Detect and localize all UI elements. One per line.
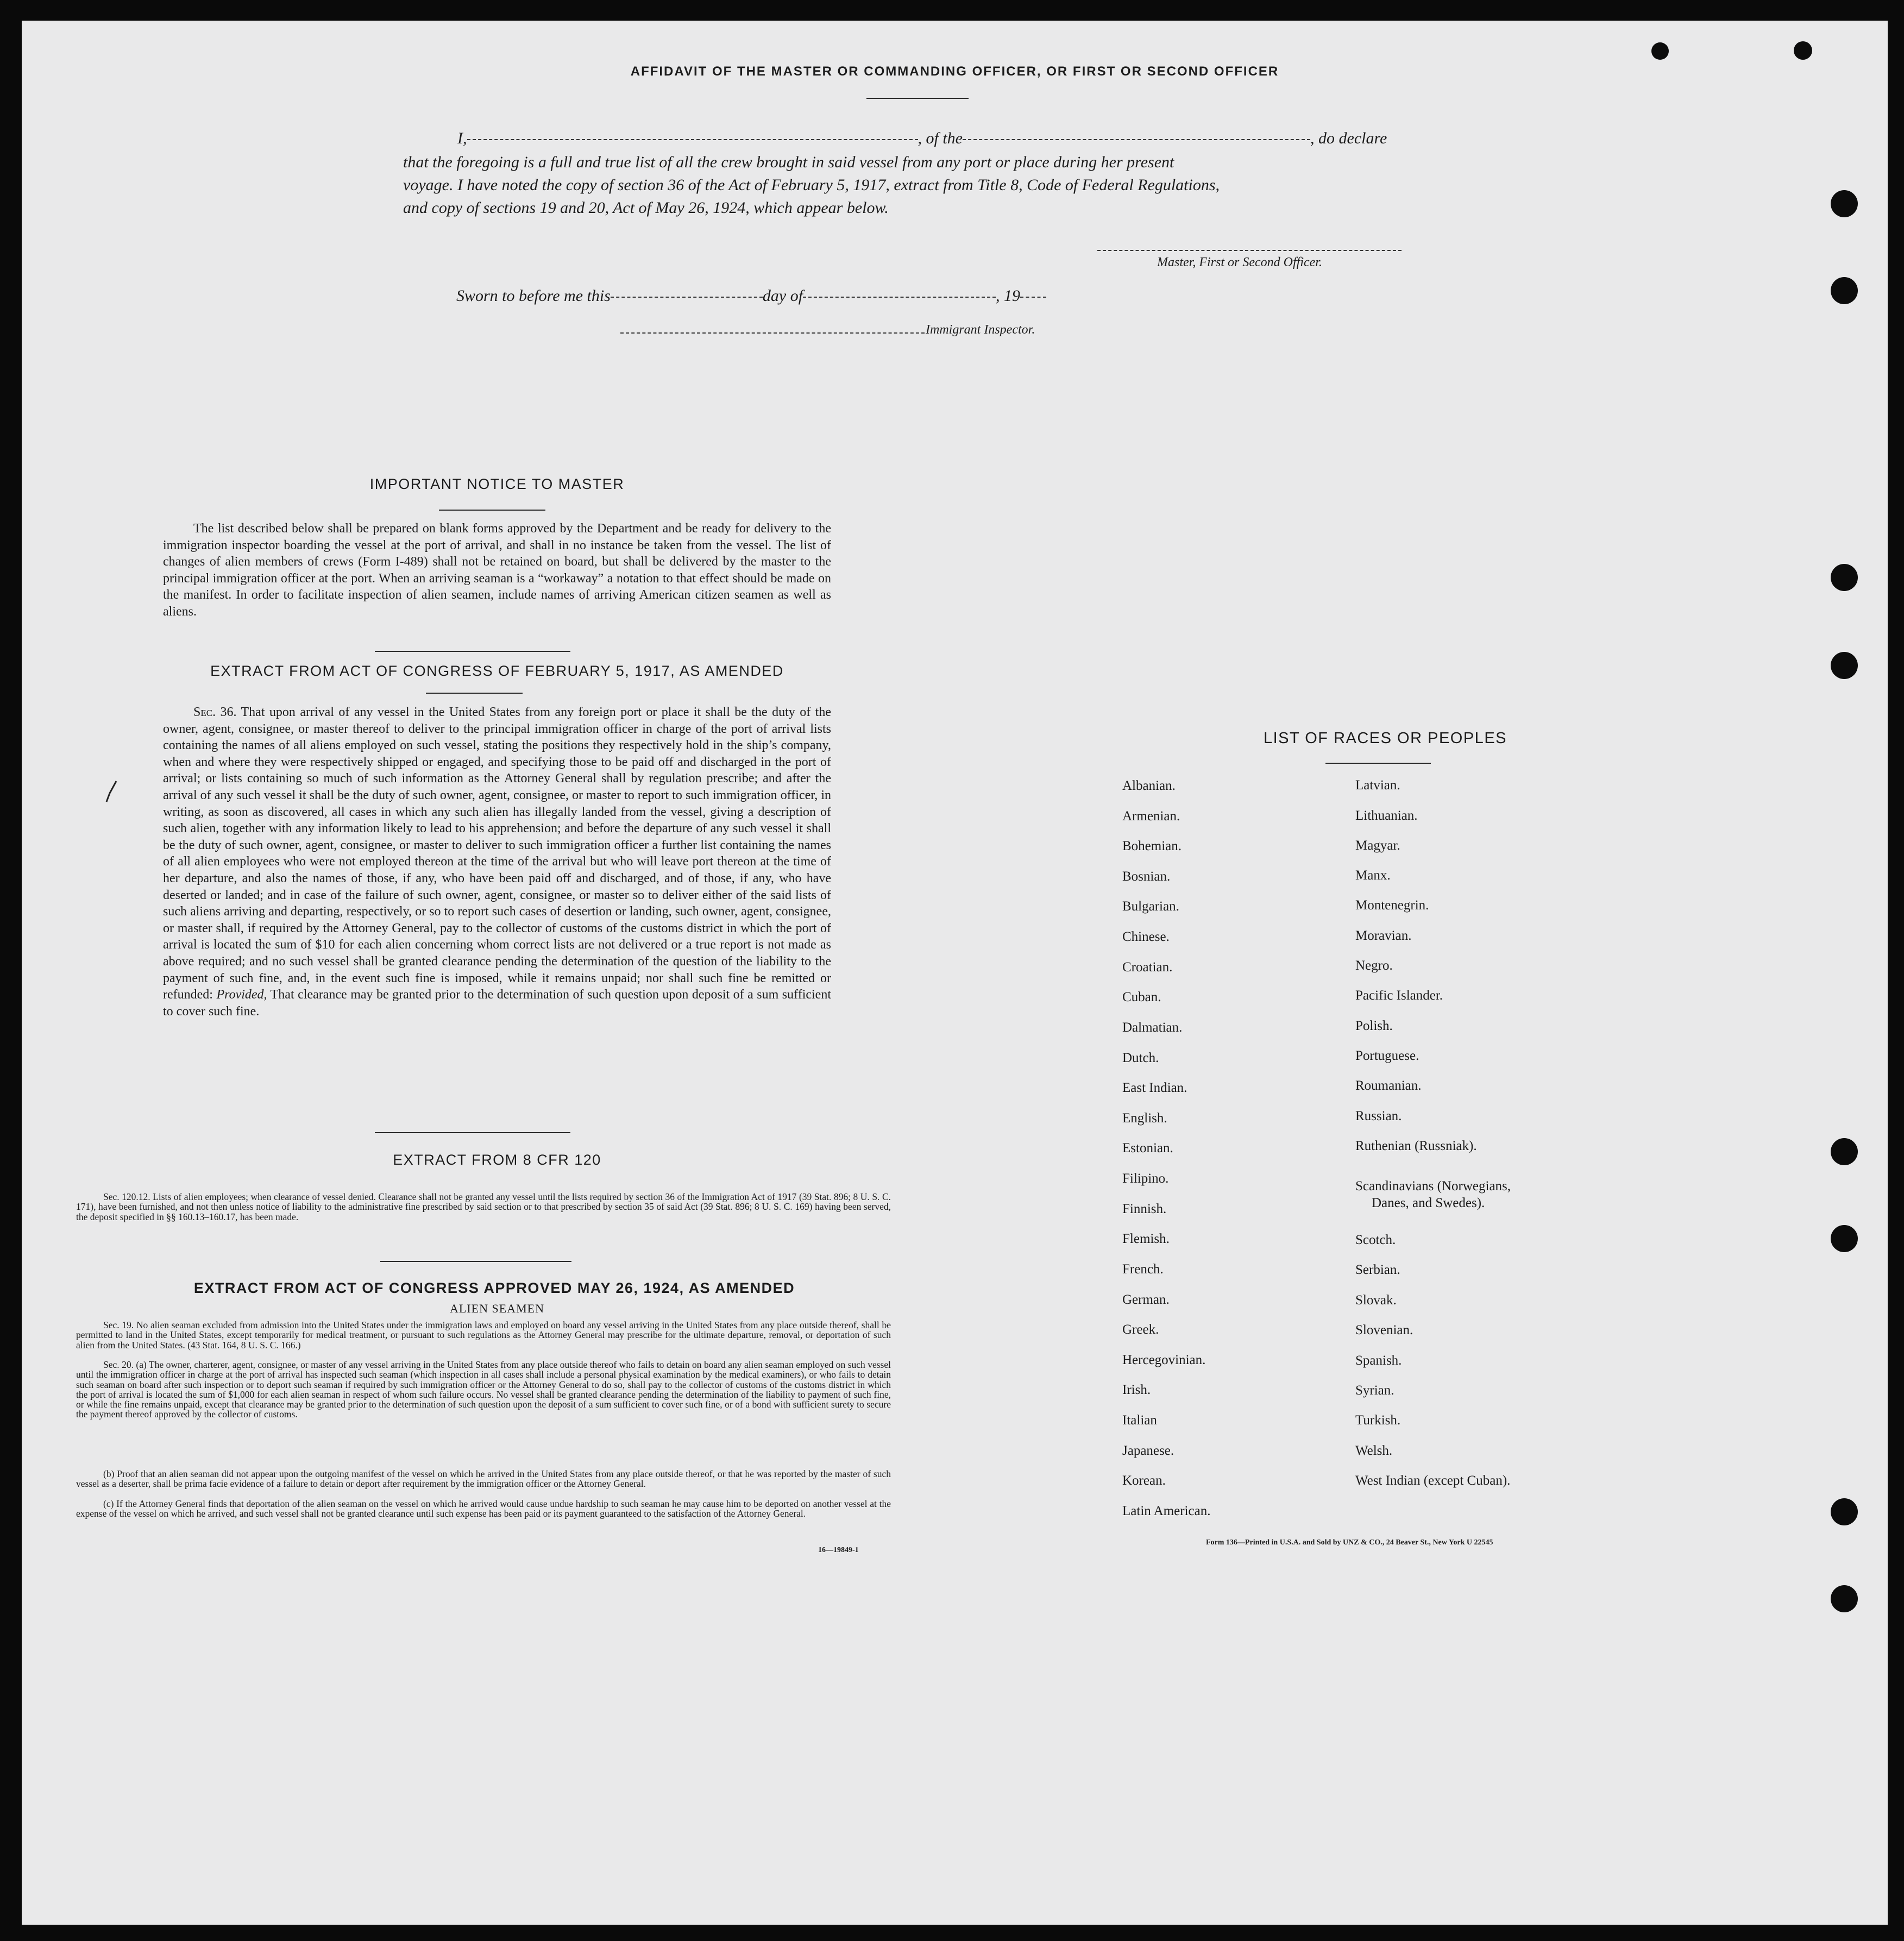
race-item: Turkish. xyxy=(1355,1413,1401,1428)
race-item: Finnish. xyxy=(1122,1202,1167,1216)
affidavit-title: AFFIDAVIT OF THE MASTER OR COMMANDING OFFICER, OR FIRST OR SECOND OFFICER xyxy=(630,64,1279,79)
name-blank[interactable] xyxy=(467,139,918,140)
affidavit-line-2: that the foregoing is a full and true list of all the crew brought in said vessel from any port or place during her present xyxy=(403,153,1174,171)
race-item: Roumanian. xyxy=(1355,1078,1422,1093)
race-item: Negro. xyxy=(1355,958,1393,973)
race-item: Latvian. xyxy=(1355,778,1400,793)
master-signature-label: Master, First or Second Officer. xyxy=(1157,255,1322,269)
race-item: Latin American. xyxy=(1122,1504,1211,1518)
race-item: Moravian. xyxy=(1355,928,1412,943)
race-item: Italian xyxy=(1122,1413,1157,1428)
binder-hole xyxy=(1831,190,1858,217)
race-item: Montenegrin. xyxy=(1355,898,1429,913)
inspector-signature-line[interactable] xyxy=(620,332,925,334)
race-item: West Indian (except Cuban). xyxy=(1355,1473,1511,1488)
race-item: German. xyxy=(1122,1292,1170,1307)
title-rule xyxy=(866,98,969,99)
sec-20c-text: (c) If the Attorney General finds that deportation of the alien seaman on the vessel on which he arrived would cause undue hardship to such seaman he may cause him to be deported on another vessel at the expense of the vessel on which he arrived, and such vessel shall not be granted clearance until such expense has been paid or its payment guaranteed to the satisfaction of the Attorney General. xyxy=(76,1498,891,1519)
race-item: Hercegovinian. xyxy=(1122,1353,1206,1367)
affidavit-line-3: voyage. I have noted the copy of section 36 of the Act of February 5, 1917, extract from Title 8, Code of Federal Regulations, xyxy=(403,176,1220,194)
race-item: Greek. xyxy=(1122,1322,1159,1337)
binder-hole xyxy=(1651,42,1669,60)
binder-hole xyxy=(1794,41,1812,60)
cfr-title: EXTRACT FROM 8 CFR 120 xyxy=(393,1152,601,1168)
inspector-signature-label: Immigrant Inspector. xyxy=(926,323,1035,337)
day-of-label: day of xyxy=(762,287,803,305)
race-item: Slovenian. xyxy=(1355,1323,1413,1337)
race-item: Cuban. xyxy=(1122,990,1161,1004)
cfr-end-rule xyxy=(380,1261,571,1262)
printer-imprint: Form 136—Printed in U.S.A. and Sold by UNZ & CO., 24 Beaver St., New York U 22545 xyxy=(1206,1538,1493,1547)
affidavit-declare-label: , do declare xyxy=(1310,129,1387,147)
races-title: LIST OF RACES OR PEOPLES xyxy=(1263,730,1507,747)
master-signature-line[interactable] xyxy=(1097,250,1402,251)
sec-19-text: Sec. 19. No alien seaman excluded from admission into the United States under the immigration laws and employed on board any vessel arriving in the United States from any place outside thereof, shall be permitted to land in the United States, except temporarily for medical treatment, or pursuant to such regulations as the Attorney General may prescribe for the ultimate departure, removal, or deportation of such alien from the United States. (43 Stat. 164, 8 U. S. C. 166.) xyxy=(76,1320,891,1350)
extract-1917-end-rule xyxy=(375,1132,570,1133)
race-item: Scandinavians (Norwegians, xyxy=(1355,1179,1511,1194)
race-item: Pacific Islander. xyxy=(1355,988,1443,1003)
race-item: Russian. xyxy=(1355,1109,1402,1123)
affidavit-of-label: , of the xyxy=(918,129,963,147)
race-item: Syrian. xyxy=(1355,1383,1394,1398)
races-rule xyxy=(1325,763,1431,764)
binder-hole xyxy=(1831,1138,1858,1165)
form-page xyxy=(22,21,1888,1925)
cfr-body: Sec. 120.12. Lists of alien employees; when clearance of vessel denied. Clearance shall not be granted any vessel until the lists required by section 36 of the Immigration Act of 1917 (39 Stat. 896; 8 U. S. C. 171), have been furnished, and not then unless notice of liability to the administrative fine prescribed by said section or to that prescribed by section 35 of said Act (39 Stat. 896; 8 U. S. C. 169) having been served, the deposit specified in §§ 160.13–160.17, has been made. xyxy=(76,1191,891,1222)
race-item: Lithuanian. xyxy=(1355,808,1418,823)
race-item: Scotch. xyxy=(1355,1233,1396,1247)
notice-title: IMPORTANT NOTICE TO MASTER xyxy=(369,476,625,492)
race-item: Flemish. xyxy=(1122,1232,1170,1246)
affidavit-line-4: and copy of sections 19 and 20, Act of May 26, 1924, which appear below. xyxy=(403,199,889,217)
race-item: Spanish. xyxy=(1355,1353,1402,1368)
binder-hole xyxy=(1831,652,1858,679)
race-item: Chinese. xyxy=(1122,929,1170,944)
race-item: Filipino. xyxy=(1122,1171,1169,1186)
sworn-day-blank[interactable] xyxy=(611,297,763,298)
race-item: Japanese. xyxy=(1122,1443,1174,1458)
race-item: Bosnian. xyxy=(1122,869,1171,884)
vessel-blank[interactable] xyxy=(963,139,1310,140)
affidavit-i-label: I, xyxy=(457,129,467,147)
race-item: Croatian. xyxy=(1122,960,1173,975)
race-item: French. xyxy=(1122,1262,1164,1277)
sworn-month-blank[interactable] xyxy=(803,297,996,298)
binder-hole xyxy=(1831,277,1858,304)
sworn-year-blank[interactable] xyxy=(1020,297,1046,298)
sec-20b-text: (b) Proof that an alien seaman did not appear upon the outgoing manifest of the vessel on which he arrived in the United States from any place outside thereof, or that he was reported by the master of such vessel as a deserter, shall be prima facie evidence of a failure to detain or deport after requirement by the immigration officer or the Attorney General. xyxy=(76,1468,891,1490)
binder-hole xyxy=(1831,1225,1858,1252)
sworn-line xyxy=(456,285,1162,307)
race-item: Irish. xyxy=(1122,1383,1151,1397)
race-item: English. xyxy=(1122,1111,1167,1126)
race-item: Danes, and Swedes). xyxy=(1372,1196,1485,1210)
race-item: Dutch. xyxy=(1122,1051,1159,1065)
notice-end-rule xyxy=(375,651,570,652)
race-item: Magyar. xyxy=(1355,838,1400,853)
extract-1917-title: EXTRACT FROM ACT OF CONGRESS OF FEBRUARY 5, 1917, AS AMENDED xyxy=(210,663,784,679)
extract-1917-rule xyxy=(426,693,523,694)
extract-1924-title: EXTRACT FROM ACT OF CONGRESS APPROVED MAY 26, 1924, AS AMENDED xyxy=(193,1280,795,1296)
race-item: Ruthenian (Russniak). xyxy=(1355,1139,1477,1153)
race-item: Bulgarian. xyxy=(1122,899,1179,914)
notice-body: The list described below shall be prepared on blank forms approved by the Department and be ready for delivery to the immigration inspector boarding the vessel at the port of arrival, and shall in no instance be taken from the vessel. The list of changes of alien members of crews (Form I-489) shall not be retained on board, but shall be delivered by the master to the principal immigration officer at the port. When an arriving seaman is a “workaway” a notation to that effect should be made on the manifest. In order to facilitate inspection of alien seamen, include names of arriving American citizen seamen as well as aliens. xyxy=(163,522,831,619)
race-item: East Indian. xyxy=(1122,1081,1187,1095)
binder-hole xyxy=(1831,1498,1858,1525)
affidavit-line-1 xyxy=(457,127,1479,150)
pen-mark-icon xyxy=(103,779,120,806)
provided-label: Provided, xyxy=(216,988,267,1002)
race-item: Manx. xyxy=(1355,868,1391,883)
race-item: Bohemian. xyxy=(1122,839,1182,853)
race-item: Welsh. xyxy=(1355,1443,1393,1458)
binder-hole xyxy=(1831,1585,1858,1612)
section-36-text-a: That upon arrival of any vessel in the United States from any foreign port or place it shall be the duty of the owner, agent, consignee, or master thereof to deliver to the principal immigration officer in charge of the port of arrival lists containing the names of all aliens employed on such vessel, stating the positions they respectively hold in the ship’s company, when and where they were respectively shipped or engaged, and specifying those to be paid off and discharged in the port of arrival; or lists containing so much of such information as the Attorney General shall by regulation prescribe; and after the arrival of any such vessel it shall be the duty of such owner, agent, consignee, or master to report to such immigration officer, in writing, as soon as discovered, all cases in which any such alien has illegally landed from the vessel, giving a description of such alien, together with any information likely to lead to his apprehension; and before the departure of any such vessel it shall be the duty of such owner, agent, consignee, or master to deliver to such immigration officer a further list containing the names of all alien employees who were not employed thereon at the time of the arrival but who will leave port thereon at the time of her departure, and also the names of those, if any, who have been paid off and discharged, and of those, if any, who have deserted or landed; and in case of the failure of such owner, agent, consignee, or master so to deliver either of the said lists of such aliens arriving and departing, respectively, or so to report such cases of desertion or landing, such owner, agent, consignee, or master shall, if required by the Attorney General, pay to the collector of customs of the customs district in which the port of arrival is located the sum of $10 for each alien concerning whom correct lists are not delivered or a true report is not made as above required; and no such vessel shall be granted clearance pending the determination of the question of the liability to the payment of such fine, and, in the event such fine is imposed, while it remains unpaid; nor shall such fine be remitted or refunded: xyxy=(163,705,831,1002)
race-item: Albanian. xyxy=(1122,778,1176,793)
year-label: , 19 xyxy=(996,287,1021,305)
race-item: Slovak. xyxy=(1355,1293,1397,1308)
race-item: Portuguese. xyxy=(1355,1048,1419,1063)
alien-seamen-subtitle: ALIEN SEAMEN xyxy=(450,1302,544,1315)
race-item: Polish. xyxy=(1355,1019,1393,1033)
race-item: Dalmatian. xyxy=(1122,1020,1183,1035)
section-36-label: Sec. 36. xyxy=(193,705,237,719)
race-item: Korean. xyxy=(1122,1473,1166,1488)
sworn-label: Sworn to before me this xyxy=(456,287,611,305)
binder-hole xyxy=(1831,564,1858,591)
notice-rule xyxy=(439,510,545,511)
race-item: Armenian. xyxy=(1122,809,1180,824)
form-number: 16—19849-1 xyxy=(818,1546,859,1554)
sec-20a-text: Sec. 20. (a) The owner, charterer, agent, consignee, or master of any vessel arriving in the United States from any place outside thereof who fails to detain on board any alien seaman employed on such vessel until the immigration officer in charge at the port of arrival has inspected such seaman (which inspection in all cases shall include a personal physical examination by the medical examiners), or who fails to detain such seaman on board after such inspection or to deport such seaman if required by such immigration officer or the Attorney General to do so, shall pay to the collector of customs of the customs district in which the port of arrival is located the sum of $1,000 for each alien seaman in respect of whom such failure occurs. No vessel shall be granted clearance pending the determination of the liability to payment of such fine, or while the fine remains unpaid, except that clearance may be granted prior to the determination of such question upon the deposit of a sum sufficient to cover such fine, or of a bond with sufficient surety to secure the payment thereof approved by the collector of customs. xyxy=(76,1359,891,1420)
race-item: Estonian. xyxy=(1122,1141,1173,1155)
section-36-text-b: That clearance may be granted prior to the determination of such question upon deposit of a sum sufficient to cover such fine. xyxy=(163,988,831,1019)
extract-1917-body xyxy=(163,704,831,1020)
race-item: Serbian. xyxy=(1355,1262,1400,1277)
